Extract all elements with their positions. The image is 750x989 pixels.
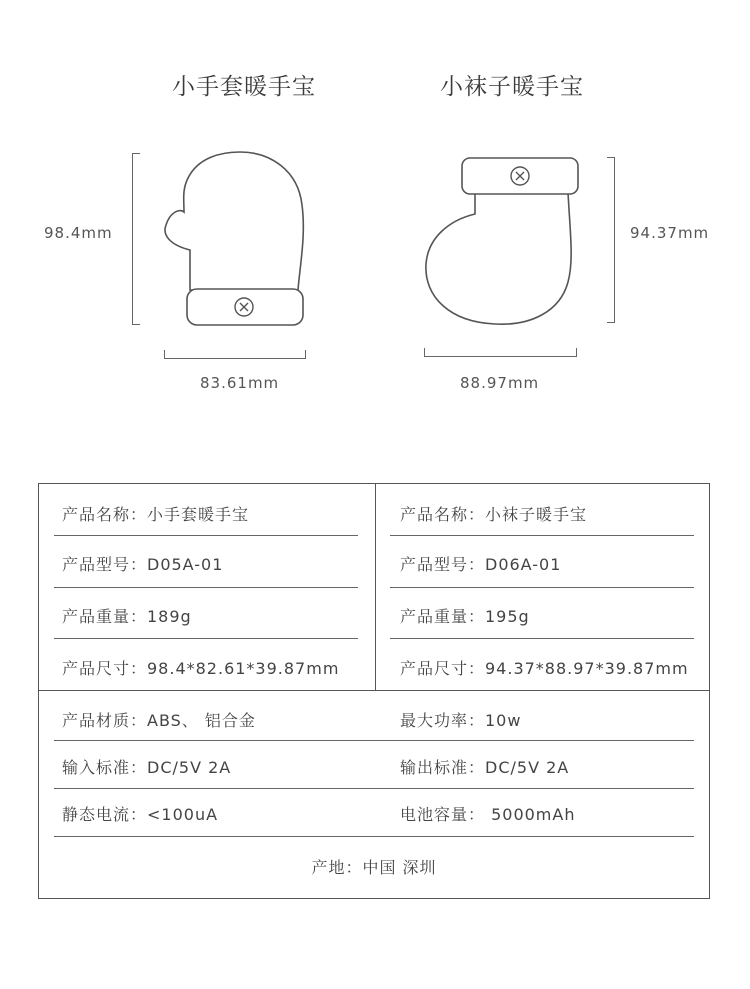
spec-input: 输入标准：DC/5V 2A (62, 758, 232, 777)
sock-title: 小袜子暖手宝 (440, 74, 584, 100)
spec-right-name: 产品名称：小袜子暖手宝 (400, 505, 588, 524)
mitten-width-label: 83.61mm (200, 374, 280, 392)
row-divider (390, 587, 694, 588)
spec-output: 输出标准：DC/5V 2A (400, 758, 570, 777)
spec-material: 产品材质：ABS、 铝合金 (62, 711, 256, 730)
sock-height-cap-top (607, 157, 615, 158)
spec-left-model: 产品型号：D05A-01 (62, 555, 224, 574)
spec-section-divider (38, 690, 710, 691)
mitten-width-cap-left (164, 350, 165, 359)
spec-right-size: 产品尺寸：94.37*88.97*39.87mm (400, 659, 689, 678)
row-divider (54, 587, 358, 588)
row-divider (54, 740, 694, 741)
row-divider (54, 638, 358, 639)
mitten-height-cap-bottom (132, 324, 140, 325)
sock-height-cap-bottom (607, 322, 615, 323)
sock-height-label: 94.37mm (630, 224, 710, 242)
spec-left-weight: 产品重量：189g (62, 607, 192, 626)
sock-width-cap-right (576, 348, 577, 357)
spec-battery: 电池容量： 5000mAh (400, 805, 576, 824)
mitten-title: 小手套暖手宝 (172, 74, 316, 100)
sock-width-label: 88.97mm (460, 374, 540, 392)
spec-right-model: 产品型号：D06A-01 (400, 555, 562, 574)
mitten-height-line (132, 153, 133, 325)
spec-static-current: 静态电流：<100uA (62, 805, 219, 824)
row-divider (54, 535, 358, 536)
spec-right-weight: 产品重量：195g (400, 607, 530, 626)
row-divider (390, 638, 694, 639)
row-divider (54, 788, 694, 789)
mitten-height-label: 98.4mm (44, 224, 113, 242)
sock-width-cap-left (424, 348, 425, 357)
sock-height-line (614, 157, 615, 323)
mitten-width-cap-right (305, 350, 306, 359)
spec-left-size: 产品尺寸：98.4*82.61*39.87mm (62, 659, 340, 678)
mitten-width-line (164, 358, 306, 359)
mitten-height-cap-top (132, 153, 140, 154)
mitten-icon (160, 150, 310, 332)
spec-left-name: 产品名称：小手套暖手宝 (62, 505, 250, 524)
spec-column-divider (375, 483, 376, 691)
row-divider (54, 836, 694, 837)
sock-icon (420, 152, 582, 328)
row-divider (390, 535, 694, 536)
spec-max-power: 最大功率：10w (400, 711, 522, 730)
spec-origin: 产地：中国 深圳 (311, 858, 437, 877)
sock-width-line (424, 356, 577, 357)
